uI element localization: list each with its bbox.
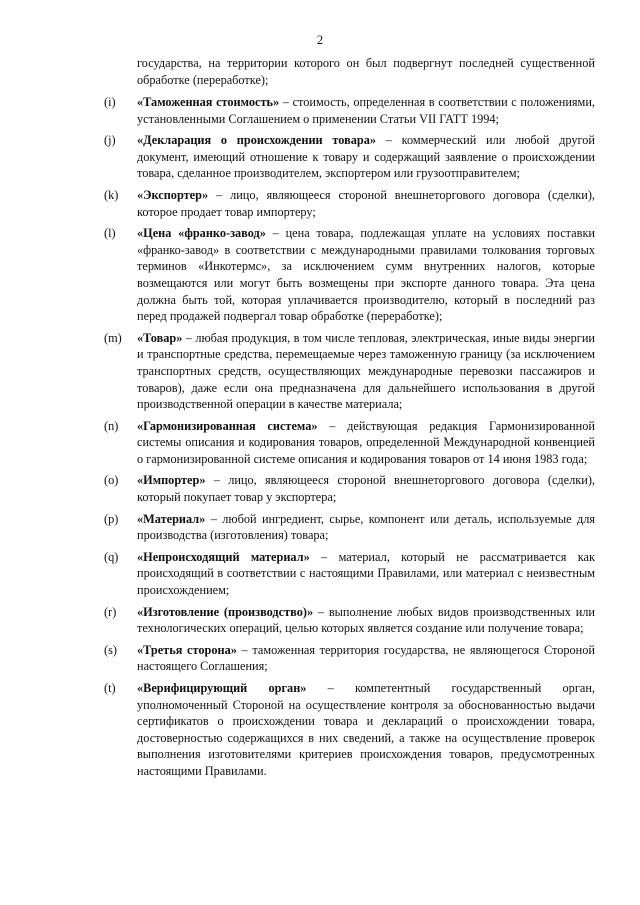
definition-item <box>104 549 595 599</box>
continuation-paragraph: государства, на территории которого он был подвергнут последней существенной обработке (переработке); <box>137 56 595 87</box>
definition-text: – выполнение любых видов производственных или технологических операций, целью которых является создание или получение товара; <box>137 604 595 636</box>
page-number: 2 <box>316 33 324 47</box>
definition-item <box>104 330 595 413</box>
definition-text: – цена товара, подлежащая уплате на условиях поставки «франко-завод» в соответствии с международными правилами толкования торговых терминов «Инкотермс», за исключением сумм внутренних налогов, которые возмещаются или могут быть возмещены при экспорте данного товара. Эта цена должна быть той, которая уплачивается производителю, который в последний раз перед продажей подвергал товар обработке (переработке); <box>137 226 595 324</box>
definition-body <box>137 604 595 637</box>
definition-text: – лицо, являющееся стороной внешнеторгового договора (сделки), которое продает товар импортеру; <box>137 187 595 219</box>
definition-item <box>104 604 595 637</box>
definition-term: «Гармонизированная система» <box>137 418 318 433</box>
definition-letter: (l) <box>104 226 116 241</box>
definition-text: – действующая редакция Гармонизированной системы описания и кодирования товаров, определенной Международной конвенцией о гармонизированной системе описания и кодирования товаров от 14 июня 1983 года; <box>137 418 595 466</box>
definition-body <box>137 187 595 220</box>
definition-term: «Импортер» <box>137 473 206 488</box>
definition-term: «Товар» <box>137 330 183 345</box>
definition-term: «Непроисходящий материал» <box>137 549 310 564</box>
definition-item <box>104 472 595 505</box>
definition-item <box>104 187 595 220</box>
definition-text: – лицо, являющееся стороной внешнеторгового договора (сделки), который покупает товар у экспортера; <box>137 473 595 505</box>
definition-letter: (n) <box>104 418 119 433</box>
definition-body <box>137 472 595 505</box>
definition-text: – таможенная территория государства, не являющегося Стороной настоящего Соглашения; <box>137 642 595 674</box>
definition-letter: (p) <box>104 511 119 526</box>
definition-text: – стоимость, определенная в соответствии с положениями, установленными Соглашением о применении Статьи VII ГАТТ 1994; <box>137 95 595 126</box>
definition-term: «Изготовление (производство)» <box>137 604 314 619</box>
definition-term: «Цена «франко-завод» <box>137 226 266 241</box>
definition-body <box>137 94 595 127</box>
definition-term: «Таможенная стоимость» <box>137 95 280 109</box>
definition-letter: (t) <box>104 681 116 695</box>
definition-body <box>137 680 595 780</box>
definition-letter: (j) <box>104 133 116 148</box>
definition-body <box>137 549 595 599</box>
definition-letter: (q) <box>104 549 119 564</box>
definition-term: «Экспортер» <box>137 187 209 202</box>
definition-body <box>137 418 595 468</box>
definition-item <box>104 642 595 675</box>
definition-item <box>104 418 595 468</box>
definition-term: «Третья сторона» <box>137 642 237 657</box>
definition-text: – любой ингредиент, сырье, компонент или деталь, используемые для производства (изготовления) товара; <box>137 511 595 543</box>
definition-text: – любая продукция, в том числе тепловая, электрическая, иные виды энергии и транспортные средства, перемещаемые через таможенную границу (за исключением транспортных средств, осуществляющих международные перевозки пассажиров и товаров), даже если она предназначена для дальнейшего использования в другой производственной операции в качестве материала; <box>137 330 595 412</box>
definition-letter: (s) <box>104 642 117 657</box>
definition-letter: (k) <box>104 187 119 202</box>
definition-letter: (o) <box>104 473 119 488</box>
definition-body <box>137 225 595 325</box>
definition-item <box>104 511 595 544</box>
definition-item <box>104 225 595 325</box>
definition-text: – компетентный государственный орган, уполномоченный Стороной на осуществление контроля за обоснованностью выдачи сертификатов о происхождении товара и деклараций о происхождении товара, достоверностью содержащихся в них сведений, а также на осуществление проверок выполнения изготовителями критериев происхождения товаров, предусмотренных настоящими Правилами. <box>137 681 595 778</box>
definition-body <box>137 330 595 413</box>
definition-item <box>104 680 595 780</box>
definition-term: «Верифицирующий орган» <box>137 681 307 695</box>
definitions-list <box>104 94 595 785</box>
definition-letter: (r) <box>104 604 117 619</box>
definition-letter: (m) <box>104 330 122 345</box>
definition-body <box>137 132 595 182</box>
definition-term: «Декларация о происхождении товара» <box>137 133 376 148</box>
definition-item <box>104 94 595 127</box>
definition-text: – коммерческий или любой другой документ, имеющий отношение к товару и содержащий заявление о происхождении товара, сделанное производителем, экспортером или грузоотправителем; <box>137 133 595 181</box>
definition-term: «Материал» <box>137 511 206 526</box>
definition-text: – материал, который не рассматривается как происходящий в соответствии с настоящими Правилами, или материал с неизвестным происхождением; <box>137 549 595 598</box>
definition-item <box>104 132 595 182</box>
definition-letter: (i) <box>104 95 116 109</box>
definition-body <box>137 511 595 544</box>
definition-body <box>137 642 595 675</box>
